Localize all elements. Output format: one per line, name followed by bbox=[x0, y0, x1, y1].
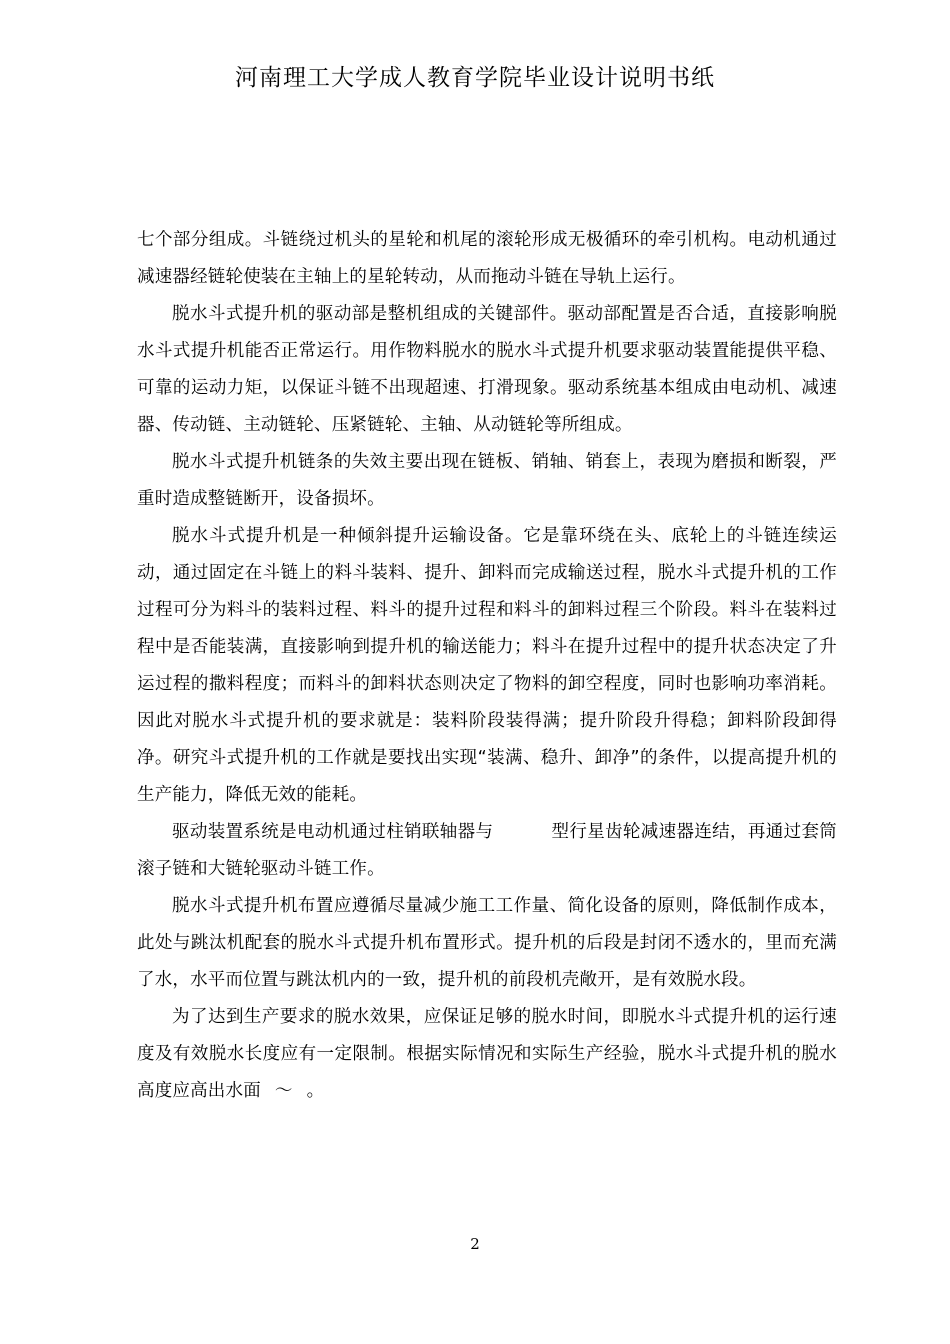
paragraph-6: 脱水斗式提升机布置应遵循尽量减少施工工作量、简化设备的原则，降低制作成本，此处与跳汰机配套的脱水斗式提升机布置形式。提升机的后段是封闭不透水的，里而充满了水，水平而位置与跳汰机内的一致，提升机的前段机壳敞开，是有效脱水段。 bbox=[137, 896, 837, 990]
paragraph-1: 七个部分组成。斗链绕过机头的星轮和机尾的滚轮形成无极循环的牵引机构。电动机通过减速器经链轮使装在主轴上的星轮转动，从而拖动斗链在导轨上运行。 bbox=[137, 230, 837, 287]
paragraph-2: 脱水斗式提升机的驱动部是整机组成的关键部件。驱动部配置是否合适，直接影响脱水斗式提升机能否正常运行。用作物料脱水的脱水斗式提升机要求驱动装置能提供平稳、可靠的运动力矩，以保证斗链不出现超速、打滑现象。驱动系统基本组成由电动机、减速器、传动链、主动链轮、压紧链轮、主轴、从动链轮等所组成。 bbox=[137, 304, 837, 435]
paragraph-5-part-1: 驱动装置系统是电动机通过柱销联轴器与 bbox=[172, 822, 494, 842]
paragraph-7-main: 为了达到生产要求的脱水效果，应保证足够的脱水时间，即脱水斗式提升机的运行速度及有效脱水长度应有一定限制。根据实际情况和实际生产经验，脱水斗式提升机的脱水高度应高出水面 bbox=[137, 1007, 837, 1101]
paragraph-3: 脱水斗式提升机链条的失效主要出现在链板、销轴、销套上，表现为磨损和断裂，严重时造成整链断开，设备损坏。 bbox=[137, 452, 837, 509]
tilde-symbol: ～ bbox=[274, 1081, 293, 1101]
paragraph-4: 脱水斗式提升机是一种倾斜提升运输设备。它是靠环绕在头、底轮上的斗链连续运动，通过固定在斗链上的料斗装料、提升、卸料而完成输送过程，脱水斗式提升机的工作过程可分为料斗的装料过程、料斗的提升过程和料斗的卸料过程三个阶段。料斗在装料过程中是否能装满，直接影响到提升机的输送能力；料斗在提升过程中的提升状态决定了升运过程的撒料程度；而料斗的卸料状态则决定了物料的卸空程度，同时也影响功率消耗。因此对脱水斗式提升机的要求就是：装料阶段装得满；提升阶段升得稳；卸料阶段卸得净。研究斗式提升机的工作就是要找出实现“装满、稳升、卸净”的条件，以提高提升机的生产能力，降低无效的能耗。 bbox=[137, 526, 837, 805]
paragraph-7 bbox=[137, 999, 837, 1110]
document-body bbox=[137, 222, 837, 1110]
paragraph-5-part-2: 型行星齿轮减速器连结，再通过套筒滚子链和大链轮驱动斗链工作。 bbox=[137, 822, 837, 879]
page-number: 2 bbox=[470, 1235, 480, 1253]
paragraph-5 bbox=[137, 814, 837, 888]
paragraph-7-end: 。 bbox=[306, 1081, 325, 1101]
page-header-title: 河南理工大学成人教育学院毕业设计说明书纸 bbox=[235, 65, 715, 91]
